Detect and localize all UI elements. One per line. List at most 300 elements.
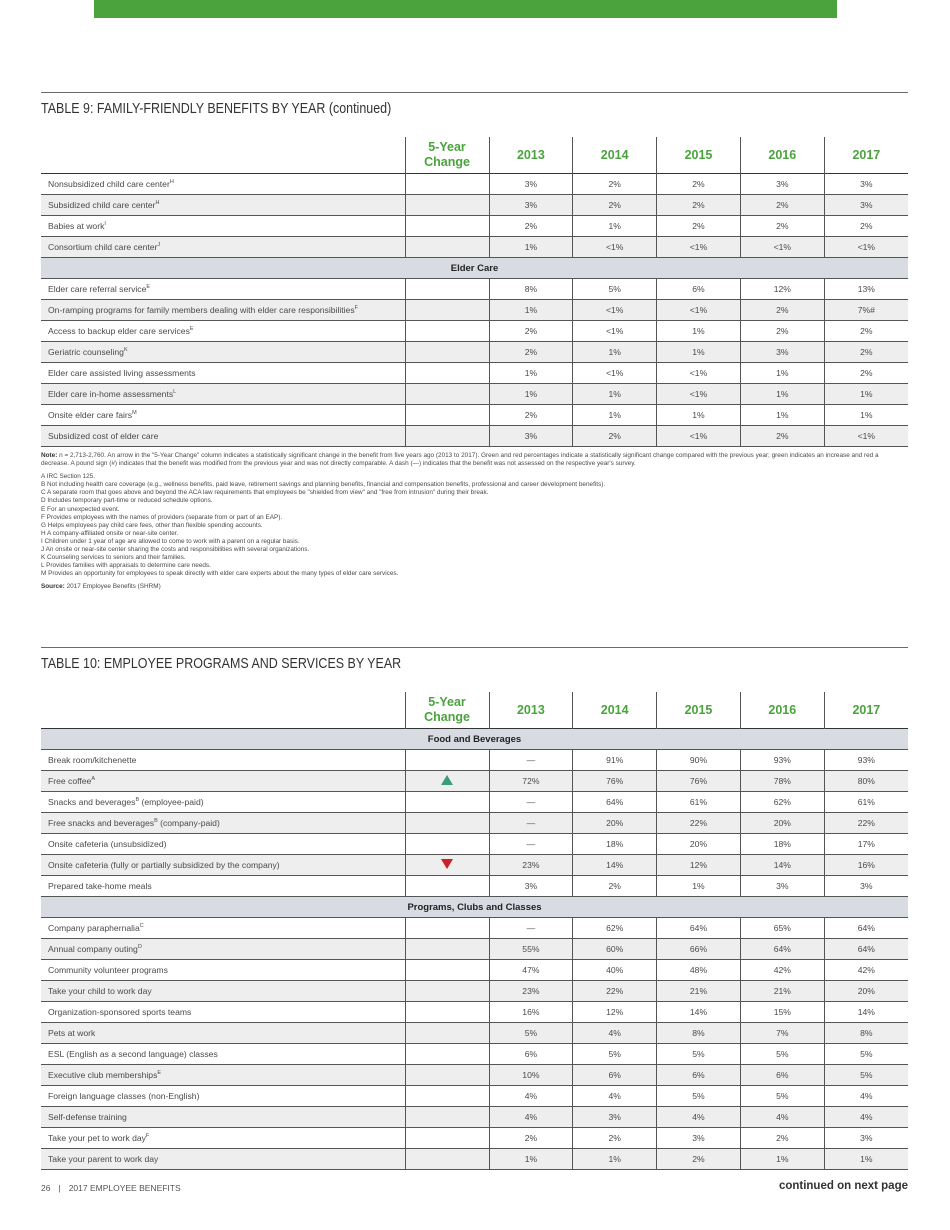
row-label-text: Elder care assisted living assessments [48, 368, 196, 378]
year-value: <1% [657, 384, 741, 405]
row-label [41, 792, 405, 813]
year-value: 40% [573, 960, 657, 981]
continued-on-next-page: continued on next page [778, 1180, 908, 1192]
row-label [41, 405, 405, 426]
footnote-marker: M [132, 410, 137, 417]
year-header: 2013 [489, 692, 573, 729]
year-value: 3% [740, 876, 824, 897]
year-value: 1% [740, 405, 824, 426]
year-value: 1% [824, 384, 908, 405]
year-value: 3% [489, 195, 573, 216]
footnote-marker: E [146, 284, 151, 291]
five-year-change [405, 1065, 489, 1086]
year-value: 14% [740, 855, 824, 876]
category-row [41, 897, 908, 918]
footnote-marker: B [135, 797, 140, 804]
footnote-marker: F [145, 1133, 150, 1140]
category-row [41, 729, 908, 750]
year-value: 2% [740, 195, 824, 216]
year-value: 78% [740, 771, 824, 792]
row-label-text: Subsidized cost of elder care [48, 431, 159, 441]
footnote-marker: E [157, 1070, 162, 1077]
year-value: 64% [824, 918, 908, 939]
year-value: 2% [824, 321, 908, 342]
category-label: Food and Beverages [41, 729, 908, 750]
year-value: 5% [657, 1086, 741, 1107]
row-label-text: Geriatric counseling [48, 347, 124, 357]
year-value: 5% [740, 1044, 824, 1065]
year-value: 64% [573, 792, 657, 813]
year-value: <1% [657, 300, 741, 321]
table-row [41, 771, 908, 792]
year-value: 64% [740, 939, 824, 960]
table10 [41, 692, 908, 1170]
five-year-change [405, 1107, 489, 1128]
year-value: 1% [573, 342, 657, 363]
page-number: 26 [41, 1183, 51, 1193]
year-value: 2% [740, 300, 824, 321]
five-year-change [405, 405, 489, 426]
row-label [41, 1107, 405, 1128]
year-value: 12% [573, 1002, 657, 1023]
row-label-text: Community volunteer programs [48, 965, 168, 975]
year-value: 2% [489, 1128, 573, 1149]
five-year-change [405, 279, 489, 300]
row-label [41, 216, 405, 237]
year-value: 61% [824, 792, 908, 813]
year-value: 6% [657, 1065, 741, 1086]
row-label-text: Onsite cafeteria (unsubsidized) [48, 839, 167, 849]
year-value: 2% [657, 216, 741, 237]
year-value: 2% [573, 1128, 657, 1149]
footnote: D Includes temporary part-time or reduced schedule options. [41, 497, 213, 505]
footnote: I Children under 1 year of age are allowed to come to work with a parent on a regular basis. [41, 537, 300, 545]
year-value: 1% [740, 363, 824, 384]
year-value: 14% [824, 1002, 908, 1023]
table-row [41, 918, 908, 939]
table-row [41, 195, 908, 216]
year-value: 2% [740, 321, 824, 342]
year-value: 4% [657, 1107, 741, 1128]
table-row [41, 426, 908, 447]
year-value: 42% [824, 960, 908, 981]
year-value: 5% [740, 1086, 824, 1107]
five-year-change [405, 1086, 489, 1107]
footnote: E For an unexpected event. [41, 505, 120, 513]
year-value: 7%# [824, 300, 908, 321]
table9-notes [41, 452, 908, 592]
year-value: — [489, 813, 573, 834]
year-value: 2% [489, 405, 573, 426]
row-label [41, 813, 405, 834]
table10-body [41, 729, 908, 1170]
table-row [41, 1044, 908, 1065]
year-value: 2% [573, 876, 657, 897]
year-value: 2% [573, 174, 657, 195]
table-row [41, 384, 908, 405]
footer-separator: | [58, 1183, 61, 1193]
year-value: 1% [489, 237, 573, 258]
year-value: 65% [740, 918, 824, 939]
year-value: 4% [573, 1023, 657, 1044]
year-value: 4% [824, 1086, 908, 1107]
five-year-change [405, 195, 489, 216]
footnote: G Helps employees pay child care fees, other than flexible spending accounts. [41, 521, 263, 529]
table-row [41, 1086, 908, 1107]
year-header: 2016 [740, 137, 824, 174]
year-value: 5% [573, 279, 657, 300]
year-value: 8% [489, 279, 573, 300]
year-value: 1% [489, 1149, 573, 1170]
year-value: 1% [573, 384, 657, 405]
footnote-list [41, 473, 908, 578]
row-label [41, 918, 405, 939]
table10-title: TABLE 10: EMPLOYEE PROGRAMS AND SERVICES BY YEAR [41, 656, 402, 672]
table10-change-header: 5-Year Change [405, 692, 489, 729]
year-value: <1% [573, 300, 657, 321]
year-value: 6% [740, 1065, 824, 1086]
year-value: 20% [573, 813, 657, 834]
table-row [41, 1002, 908, 1023]
five-year-change [405, 918, 489, 939]
note-paragraph: Note: n = 2,713-2,760. An arrow in the "5-Year Change" column indicates a statistically significant change in the benefit from five years ago (2013 to 2017). Green and red percentages indicate a statistically significant change compared with the previous year; green indicates an increase and red a decrease. A pound sign (#) indicates that the benefit was modified from the previous year and was not directly comparable. A dash (—) indicates that the benefit was not assessed on the respective year's survey. [41, 452, 879, 468]
five-year-change [405, 981, 489, 1002]
year-value: 14% [657, 1002, 741, 1023]
table-row [41, 1128, 908, 1149]
table9-title: TABLE 9: FAMILY-FRIENDLY BENEFITS BY YEAR (continued) [41, 101, 392, 117]
row-label-text: ESL (English as a second language) classes [48, 1049, 218, 1059]
year-value: 1% [489, 384, 573, 405]
year-value: 1% [657, 876, 741, 897]
table-row [41, 813, 908, 834]
row-label-text: Pets at work [48, 1028, 96, 1038]
year-value: 80% [824, 771, 908, 792]
five-year-change [405, 750, 489, 771]
five-year-change [405, 1002, 489, 1023]
year-value: 3% [740, 174, 824, 195]
table-row [41, 960, 908, 981]
year-value: 47% [489, 960, 573, 981]
five-year-change [405, 363, 489, 384]
footnote-marker: I [104, 221, 106, 228]
year-value: 60% [573, 939, 657, 960]
row-label [41, 855, 405, 876]
table-row [41, 1065, 908, 1086]
year-value: 1% [573, 405, 657, 426]
year-value: 61% [657, 792, 741, 813]
year-value: — [489, 918, 573, 939]
row-label [41, 1128, 405, 1149]
year-value: 42% [740, 960, 824, 981]
year-value: 3% [740, 342, 824, 363]
footnote: H A company-affiliated onsite or near-site center. [41, 529, 179, 537]
year-value: <1% [573, 321, 657, 342]
row-label [41, 279, 405, 300]
year-value: 5% [489, 1023, 573, 1044]
footnote-marker: A [91, 776, 95, 783]
table-row [41, 939, 908, 960]
row-label [41, 1023, 405, 1044]
row-label [41, 981, 405, 1002]
year-value: 2% [573, 426, 657, 447]
five-year-change [405, 1128, 489, 1149]
year-value: 76% [657, 771, 741, 792]
table-row [41, 876, 908, 897]
increase-arrow-icon [441, 775, 453, 785]
year-value: 23% [489, 981, 573, 1002]
five-year-change [405, 960, 489, 981]
row-label-text: Elder care referral service [48, 284, 147, 294]
five-year-change [405, 813, 489, 834]
five-year-change [405, 792, 489, 813]
table-row [41, 1107, 908, 1128]
row-label-text: Take your pet to work day [48, 1133, 146, 1143]
footnote: K Counseling services to seniors and their families. [41, 554, 186, 562]
row-label [41, 384, 405, 405]
five-year-change [405, 855, 489, 876]
footnote-marker: H [155, 200, 160, 207]
year-value: <1% [657, 237, 741, 258]
year-value: 91% [573, 750, 657, 771]
year-value: 2% [657, 1149, 741, 1170]
year-value: 4% [740, 1107, 824, 1128]
year-value: 1% [573, 1149, 657, 1170]
year-value: 1% [824, 1149, 908, 1170]
row-label [41, 834, 405, 855]
year-header: 2017 [824, 137, 908, 174]
year-header: 2014 [573, 692, 657, 729]
year-value: 3% [657, 1128, 741, 1149]
table-row [41, 855, 908, 876]
year-value: 22% [657, 813, 741, 834]
year-value: 22% [824, 813, 908, 834]
year-value: 1% [489, 300, 573, 321]
row-label-text: Annual company outing [48, 944, 138, 954]
year-value: 4% [824, 1107, 908, 1128]
year-value: 1% [740, 1149, 824, 1170]
year-value: 18% [573, 834, 657, 855]
row-label [41, 1044, 405, 1065]
year-value: 8% [824, 1023, 908, 1044]
row-label [41, 174, 405, 195]
category-label: Elder Care [41, 258, 908, 279]
row-label-text: Executive club memberships [48, 1070, 158, 1080]
year-value: 64% [657, 918, 741, 939]
year-value: 20% [824, 981, 908, 1002]
row-label-text: Take your parent to work day [48, 1154, 159, 1164]
year-value: 3% [573, 1107, 657, 1128]
five-year-change [405, 1023, 489, 1044]
year-value: 5% [824, 1065, 908, 1086]
table-row [41, 279, 908, 300]
row-label-text: Consortium child care center [48, 242, 158, 252]
table-row [41, 792, 908, 813]
year-value: 1% [573, 216, 657, 237]
decrease-arrow-icon [441, 859, 453, 869]
year-value: 1% [657, 342, 741, 363]
table-row [41, 342, 908, 363]
row-label [41, 195, 405, 216]
table10-title-rule [41, 647, 908, 648]
table-row [41, 174, 908, 195]
year-value: 12% [740, 279, 824, 300]
year-header: 2013 [489, 137, 573, 174]
year-value: 72% [489, 771, 573, 792]
footnote: C A separate room that goes above and beyond the ACA law requirements that employees be "shielded from view" and "free from intrusion" during their break. [41, 489, 489, 497]
table9-change-header: 5-Year Change [405, 137, 489, 174]
year-value: 48% [657, 960, 741, 981]
table9-header-row [41, 137, 908, 174]
year-value: 2% [489, 321, 573, 342]
year-value: 1% [657, 321, 741, 342]
year-value: 55% [489, 939, 573, 960]
year-value: 64% [824, 939, 908, 960]
year-value: 4% [489, 1086, 573, 1107]
year-value: 21% [740, 981, 824, 1002]
five-year-change [405, 384, 489, 405]
year-value: 1% [824, 405, 908, 426]
year-value: 62% [573, 918, 657, 939]
publication-name: 2017 EMPLOYEE BENEFITS [68, 1183, 181, 1193]
table10-header-row [41, 692, 908, 729]
year-value: 2% [740, 426, 824, 447]
year-value: 14% [573, 855, 657, 876]
row-label-text: Take your child to work day [48, 986, 152, 996]
year-value: 90% [657, 750, 741, 771]
row-label-text: Prepared take-home meals [48, 881, 152, 891]
year-value: 93% [740, 750, 824, 771]
row-label-text: Free snacks and beverages [48, 818, 155, 828]
year-value: 6% [657, 279, 741, 300]
table-row [41, 405, 908, 426]
year-header: 2016 [740, 692, 824, 729]
footnote: J An onsite or near-site center sharing the costs and responsibilities with several organizations. [41, 546, 310, 554]
row-label-text: Break room/kitchenette [48, 755, 137, 765]
year-value: 3% [824, 174, 908, 195]
table-row [41, 1023, 908, 1044]
year-value: <1% [573, 363, 657, 384]
category-row [41, 258, 908, 279]
row-label-text: Foreign language classes (non-English) [48, 1091, 200, 1101]
table9-section [41, 92, 908, 592]
footnote-marker: J [157, 242, 161, 249]
footnote: L Provides families with appraisals to determine care needs. [41, 562, 211, 570]
five-year-change [405, 426, 489, 447]
year-value: 22% [573, 981, 657, 1002]
footnote-marker: H [169, 179, 174, 186]
year-value: 17% [824, 834, 908, 855]
year-header: 2015 [657, 692, 741, 729]
table-row [41, 750, 908, 771]
year-value: 3% [489, 174, 573, 195]
five-year-change [405, 342, 489, 363]
year-value: 5% [573, 1044, 657, 1065]
year-value: 20% [657, 834, 741, 855]
year-value: 6% [489, 1044, 573, 1065]
footnote: F Provides employees with the names of providers (separate from or part of an EAP). [41, 513, 283, 521]
five-year-change [405, 321, 489, 342]
year-value: 2% [740, 216, 824, 237]
year-value: 3% [489, 426, 573, 447]
table9 [41, 137, 908, 447]
year-value: <1% [824, 237, 908, 258]
year-value: 3% [489, 876, 573, 897]
year-value: 1% [657, 405, 741, 426]
five-year-change [405, 834, 489, 855]
year-value: 5% [657, 1044, 741, 1065]
five-year-change [405, 237, 489, 258]
table-row [41, 1149, 908, 1170]
year-value: 4% [573, 1086, 657, 1107]
year-value: 16% [824, 855, 908, 876]
row-label [41, 939, 405, 960]
row-label-suffix: (company-paid) [157, 818, 220, 828]
row-label-text: Self-defense training [48, 1112, 127, 1122]
table-row [41, 237, 908, 258]
row-label [41, 1149, 405, 1170]
table-row [41, 363, 908, 384]
row-label-text: Babies at work [48, 221, 105, 231]
year-value: 2% [740, 1128, 824, 1149]
five-year-change [405, 1044, 489, 1065]
row-label [41, 321, 405, 342]
page-footer [41, 1183, 181, 1193]
year-value: 3% [824, 876, 908, 897]
row-label-text: On-ramping programs for family members dealing with elder care responsibilities [48, 305, 355, 315]
year-value: 3% [824, 195, 908, 216]
row-label-text: Subsidized child care center [48, 200, 156, 210]
five-year-change [405, 1149, 489, 1170]
footnote-marker: E [189, 326, 194, 333]
row-label [41, 876, 405, 897]
row-label [41, 300, 405, 321]
row-label-text: Company paraphernalia [48, 923, 140, 933]
year-value: 7% [740, 1023, 824, 1044]
year-value: 2% [824, 363, 908, 384]
year-header: 2014 [573, 137, 657, 174]
year-value: 5% [824, 1044, 908, 1065]
row-label [41, 426, 405, 447]
year-value: <1% [657, 363, 741, 384]
year-value: 12% [657, 855, 741, 876]
year-value: <1% [824, 426, 908, 447]
year-header: 2017 [824, 692, 908, 729]
year-value: 23% [489, 855, 573, 876]
row-label [41, 750, 405, 771]
year-value: 10% [489, 1065, 573, 1086]
year-value: 20% [740, 813, 824, 834]
source-line: Source: 2017 Employee Benefits (SHRM) [41, 583, 161, 591]
year-value: 13% [824, 279, 908, 300]
year-value: 18% [740, 834, 824, 855]
footnote-marker: F [354, 305, 359, 312]
year-value: 93% [824, 750, 908, 771]
year-value: 1% [740, 384, 824, 405]
row-label [41, 771, 405, 792]
table-row [41, 216, 908, 237]
year-value: 2% [824, 216, 908, 237]
year-value: — [489, 792, 573, 813]
table-row [41, 834, 908, 855]
footnote: M Provides an opportunity for employees to speak directly with elder care experts about the many types of elder care services. [41, 570, 399, 578]
row-label-text: Onsite cafeteria (fully or partially subsidized by the company) [48, 860, 280, 870]
five-year-change [405, 216, 489, 237]
year-value: 8% [657, 1023, 741, 1044]
year-value: 66% [657, 939, 741, 960]
row-label-text: Nonsubsidized child care center [48, 179, 170, 189]
row-label [41, 237, 405, 258]
table-row [41, 300, 908, 321]
